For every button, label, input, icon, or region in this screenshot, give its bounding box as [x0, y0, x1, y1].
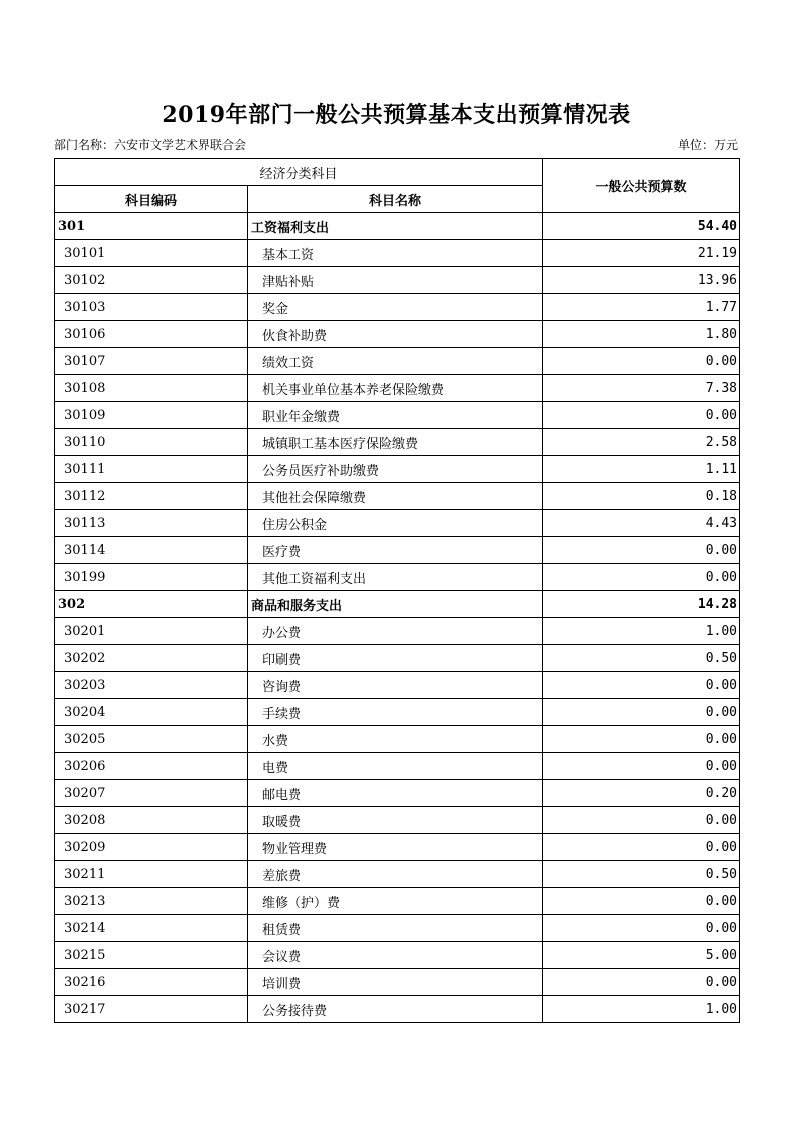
table-row [55, 618, 740, 645]
amount-cell: 54.40 [543, 213, 740, 240]
name-cell: 维修（护）费 [248, 888, 543, 915]
table-row [55, 969, 740, 996]
header-economic-category: 经济分类科目 [55, 159, 543, 186]
name-cell: 培训费 [248, 969, 543, 996]
amount-cell: 14.28 [543, 591, 740, 618]
table-row [55, 807, 740, 834]
code-cell: 30204 [55, 699, 248, 726]
code-cell: 30207 [55, 780, 248, 807]
table-row [55, 726, 740, 753]
code-cell: 30110 [55, 429, 248, 456]
table-row [55, 888, 740, 915]
code-cell: 301 [55, 213, 248, 240]
name-cell: 住房公积金 [248, 510, 543, 537]
table-row [55, 510, 740, 537]
code-cell: 30214 [55, 915, 248, 942]
amount-cell: 0.00 [543, 672, 740, 699]
code-cell: 30203 [55, 672, 248, 699]
category-row [55, 591, 740, 618]
name-cell: 其他社会保障缴费 [248, 483, 543, 510]
amount-cell: 5.00 [543, 942, 740, 969]
name-cell: 手续费 [248, 699, 543, 726]
code-cell: 30199 [55, 564, 248, 591]
amount-cell: 1.80 [543, 321, 740, 348]
amount-cell: 1.77 [543, 294, 740, 321]
amount-cell: 0.18 [543, 483, 740, 510]
table-row [55, 753, 740, 780]
code-cell: 30113 [55, 510, 248, 537]
amount-cell: 21.19 [543, 240, 740, 267]
code-cell: 30107 [55, 348, 248, 375]
name-cell: 其他工资福利支出 [248, 564, 543, 591]
table-row [55, 456, 740, 483]
name-cell: 邮电费 [248, 780, 543, 807]
budget-table [54, 158, 740, 1023]
table-row [55, 564, 740, 591]
amount-cell: 4.43 [543, 510, 740, 537]
name-cell: 差旅费 [248, 861, 543, 888]
code-cell: 30109 [55, 402, 248, 429]
code-cell: 30103 [55, 294, 248, 321]
header-amount: 一般公共预算数 [543, 159, 740, 213]
amount-cell: 0.00 [543, 753, 740, 780]
amount-cell: 0.00 [543, 726, 740, 753]
category-row [55, 213, 740, 240]
table-row [55, 996, 740, 1023]
name-cell: 物业管理费 [248, 834, 543, 861]
name-cell: 工资福利支出 [248, 213, 543, 240]
amount-cell: 0.00 [543, 969, 740, 996]
table-row [55, 321, 740, 348]
code-cell: 30213 [55, 888, 248, 915]
amount-cell: 0.20 [543, 780, 740, 807]
amount-cell: 7.38 [543, 375, 740, 402]
amount-cell: 0.00 [543, 537, 740, 564]
name-cell: 咨询费 [248, 672, 543, 699]
code-cell: 30209 [55, 834, 248, 861]
code-cell: 30112 [55, 483, 248, 510]
code-cell: 30217 [55, 996, 248, 1023]
code-cell: 30208 [55, 807, 248, 834]
name-cell: 租赁费 [248, 915, 543, 942]
code-cell: 30114 [55, 537, 248, 564]
table-row [55, 429, 740, 456]
code-cell: 30101 [55, 240, 248, 267]
code-cell: 30216 [55, 969, 248, 996]
table-row [55, 699, 740, 726]
name-cell: 绩效工资 [248, 348, 543, 375]
name-cell: 基本工资 [248, 240, 543, 267]
code-cell: 30205 [55, 726, 248, 753]
name-cell: 印刷费 [248, 645, 543, 672]
amount-cell: 0.00 [543, 834, 740, 861]
amount-cell: 1.00 [543, 618, 740, 645]
name-cell: 水费 [248, 726, 543, 753]
name-cell: 城镇职工基本医疗保险缴费 [248, 429, 543, 456]
name-cell: 奖金 [248, 294, 543, 321]
amount-cell: 1.00 [543, 996, 740, 1023]
table-row [55, 483, 740, 510]
code-cell: 30108 [55, 375, 248, 402]
name-cell: 伙食补助费 [248, 321, 543, 348]
name-cell: 会议费 [248, 942, 543, 969]
table-row [55, 537, 740, 564]
code-cell: 30106 [55, 321, 248, 348]
amount-cell: 0.00 [543, 348, 740, 375]
amount-cell: 0.50 [543, 645, 740, 672]
table-row [55, 645, 740, 672]
department-name: 部门名称：六安市文学艺术界联合会 [54, 138, 247, 152]
amount-cell: 0.00 [543, 915, 740, 942]
amount-cell: 1.11 [543, 456, 740, 483]
code-cell: 30206 [55, 753, 248, 780]
table-row [55, 834, 740, 861]
code-cell: 30102 [55, 267, 248, 294]
amount-cell: 0.00 [543, 888, 740, 915]
name-cell: 机关事业单位基本养老保险缴费 [248, 375, 543, 402]
code-cell: 302 [55, 591, 248, 618]
code-cell: 30111 [55, 456, 248, 483]
name-cell: 津贴补贴 [248, 267, 543, 294]
amount-cell: 2.58 [543, 429, 740, 456]
table-row [55, 267, 740, 294]
name-cell: 公务接待费 [248, 996, 543, 1023]
table-row [55, 942, 740, 969]
name-cell: 电费 [248, 753, 543, 780]
name-cell: 取暖费 [248, 807, 543, 834]
name-cell: 公务员医疗补助缴费 [248, 456, 543, 483]
name-cell: 职业年金缴费 [248, 402, 543, 429]
table-row [55, 915, 740, 942]
table-row [55, 672, 740, 699]
table-row [55, 375, 740, 402]
page-title: 2019年部门一般公共预算基本支出预算情况表 [162, 102, 631, 128]
table-row [55, 294, 740, 321]
table-body [55, 213, 740, 1023]
amount-cell: 0.00 [543, 807, 740, 834]
code-cell: 30201 [55, 618, 248, 645]
amount-cell: 0.00 [543, 564, 740, 591]
code-cell: 30211 [55, 861, 248, 888]
unit-label: 单位：万元 [677, 138, 738, 152]
table-row [55, 780, 740, 807]
header-name: 科目名称 [248, 186, 543, 213]
code-cell: 30202 [55, 645, 248, 672]
name-cell: 医疗费 [248, 537, 543, 564]
table-row [55, 861, 740, 888]
amount-cell: 13.96 [543, 267, 740, 294]
header-code: 科目编码 [55, 186, 248, 213]
amount-cell: 0.00 [543, 699, 740, 726]
table-row [55, 402, 740, 429]
amount-cell: 0.00 [543, 402, 740, 429]
name-cell: 商品和服务支出 [248, 591, 543, 618]
table-row [55, 348, 740, 375]
amount-cell: 0.50 [543, 861, 740, 888]
name-cell: 办公费 [248, 618, 543, 645]
table-row [55, 240, 740, 267]
code-cell: 30215 [55, 942, 248, 969]
